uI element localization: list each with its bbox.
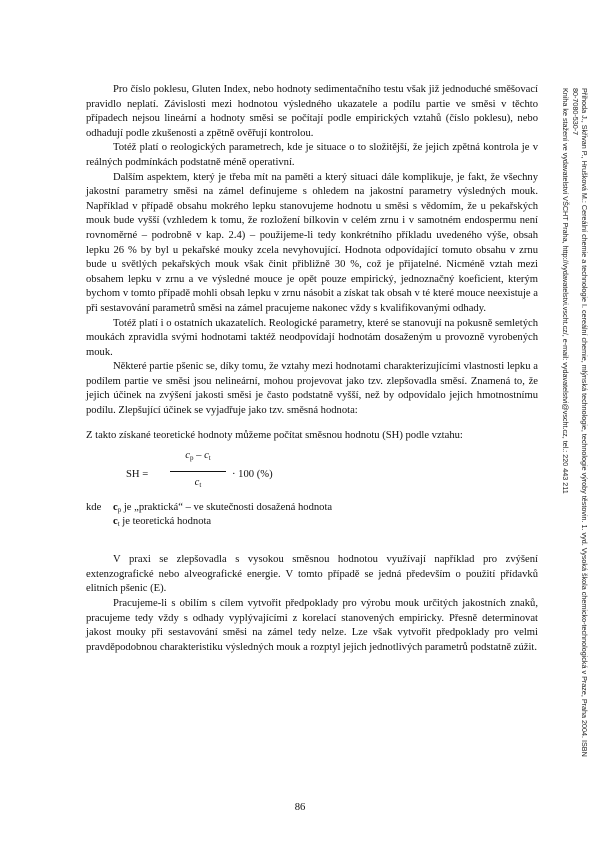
formula-intro: Z takto získané teoretické hodnoty můžeme počítat směsnou hodnotu (SH) podle vztahu: [86, 429, 463, 441]
formula-sh [126, 443, 538, 501]
paragraph: Pro číslo poklesu, Gluten Index, nebo hodnoty sedimentačního testu však již jednoduché směšovací pravidlo neplatí. Závislosti mezi hodnotou výsledného ukazatele a podílu partie ve směsi v těchto případech nejsou lineární a hodnoty směsi se počítají podle empirických vztahů (číslo poklesu), nebo odhadují podle zkušenosti a zpětně ověřují kontrolou. [86, 84, 538, 139]
citation-sidebar [555, 88, 589, 757]
citation-line-2: 80-7080-530-7 [570, 88, 580, 136]
fraction-bar [170, 471, 226, 472]
formula-numerator: $c_p - c_t$ [185, 450, 211, 463]
formula-rhs: · 100 (%) [232, 469, 273, 481]
paragraph: Totéž platí o reologických parametrech, kde je situace o to složitější, že jejich zpětná kontrola je v reálných podmínkách podstatně méně operativní. [86, 142, 538, 168]
citation-line-1: Příhoda J., Skřivan P., Hrušková M.: Cereální chemie a technologie I. cereální chemie, mlýnská technologie, technologie výroby těstovin. 1. vyd. Vysoká škola chemicko-technologická v Praze, Praha 2004. ISBN [580, 88, 589, 757]
definition-cp: $c_p$ je „praktická“ – ve skutečnosti dosažená hodnota [113, 502, 333, 515]
definition-ct: $c_t$ je teoretická hodnota [113, 516, 212, 529]
formula-denominator: $c_t$ [194, 477, 202, 490]
page-number: 86 [294, 802, 306, 813]
body-text [86, 83, 538, 655]
paragraph: Totéž platí i o ostatních ukazatelích. Reologické parametry, které se stanovují na pokusně semletých moukách zpravidla svými hodnotami taktéž neodpovídají hodnotám dosaženým u provozně vyrobených mouk. [86, 317, 538, 358]
paragraph: Některé partie pšenic se, díky tomu, že vztahy mezi hodnotami charakterizujícími vlastnosti lepku a podílem partie ve směsi jsou nelineární, mohou projevovat jako tzv. zlepšovadla směsí. Znamená to, že jejich účinek na zvýšení jakosti směsi je často podstatně vyšší, než by odpovídalo jejich hmotnostnímu podílu. Zlepšující účinek se vyjadřuje jako tzv. směsná hodnota: [86, 361, 538, 417]
formula-lhs: SH = [126, 469, 149, 481]
paragraph: Dalším aspektem, který je třeba mít na paměti a který situaci dále komplikuje, je fakt, že všechny jakostní parametry směsi na zámel definujeme s ohledem na jakostní parametry výsledných mouk. Například v případě obsahu mokrého lepku stanovujeme hodnotu u směsi s vědomím, že u pekařských mouk bude vyšší (vzhledem k tomu, že rozložení bílkovin v celém zrnu i v samotném endospermu není rovnoměrné – podrobně v kap. 2.4) – použijeme-li tedy konkrétního příkladu uvedeného výše, obsah lepku 26 % by byl u pekařské mouky zcela nevyhovující. Hodnota odpovídající tomuto obsahu v zrnu bude u světlých pekařských mouk však činit přibližně 30 %, což je přijatelné. Nicméně vztah mezi obsahem lepku v zrnu a ve výsledné mouce je opět pouze empirický, jednoznačný koeficient, kterým bychom v tomto případě mohli obsah lepku v zrnu násobit a získat tak obsah v té které mouce neexistuje a při sestavování parametrů směsi na zámel pracujeme nakonec vždy s kvalifikovanými odhady. [86, 171, 538, 314]
definitions-label: kde [86, 502, 102, 514]
paragraph: Pracujeme-li s obilím s cílem vytvořit předpoklady pro výrobu mouk určitých jakostních znaků, pracujeme tedy vždy s odhady vyplývajícími z korelací stanovených empiricky. Přesně determinovat jakost mouky při sestavování směsi na zámel tedy nelze. Lze však vytvořit předpoklady pro velmi pravděpodobnou charakteristiku výsledných mouk a rozptyl jejich jednotlivých parametrů podstatně zúžit. [86, 598, 538, 653]
paragraph: V praxi se zlepšovadla s vysokou směsnou hodnotou využívají například pro zvýšení extenzografické nebo alveografické energie. V tomto případě se jedná především o použití přídavků elitních pšenic (E). [86, 554, 538, 595]
formula-definitions [86, 501, 538, 531]
citation-line-3: Kniha ke stažení ve vydavatelství VŠCHT Praha, http://vydavatelstvi.vscht.cz/, e-mail: vydavatelstvi@vscht.cz, tel.: 220 443 211 [561, 88, 571, 494]
